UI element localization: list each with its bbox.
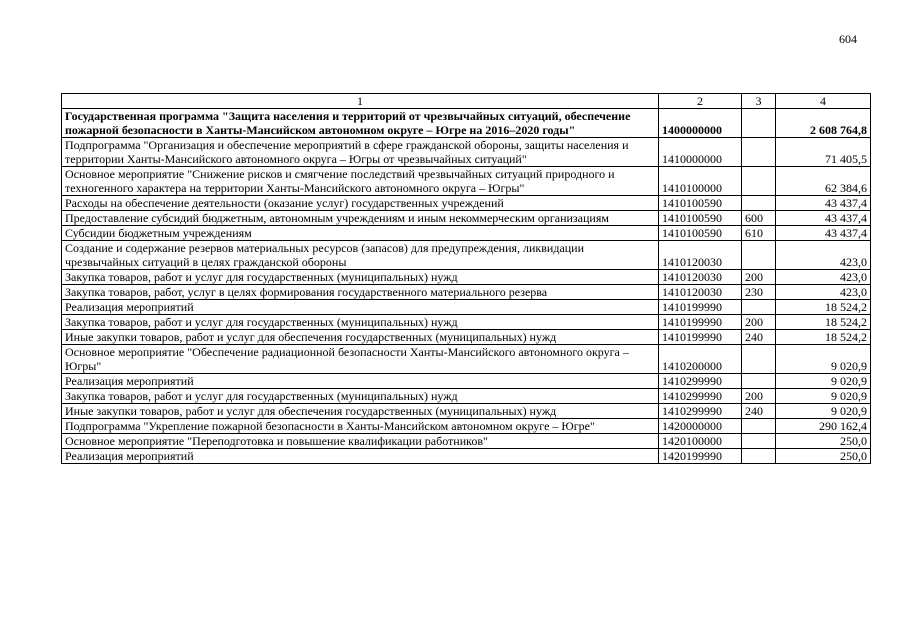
row-name-cell: Закупка товаров, работ и услуг для государственных (муниципальных) нужд (62, 315, 659, 330)
row-name-cell: Основное мероприятие "Обеспечение радиационной безопасности Ханты-Мансийского автономного округа – Югры" (62, 345, 659, 374)
row-name-cell: Подпрограмма "Укрепление пожарной безопасности в Ханты-Мансийском автономном округе – Югре" (62, 419, 659, 434)
row-expense-type-cell (742, 374, 776, 389)
row-name-cell: Иные закупки товаров, работ и услуг для обеспечения государственных (муниципальных) нужд (62, 330, 659, 345)
row-amount-cell: 9 020,9 (776, 389, 871, 404)
row-expense-type-cell (742, 345, 776, 374)
row-amount-cell: 43 437,4 (776, 196, 871, 211)
row-code-cell: 1420199990 (659, 449, 742, 464)
row-expense-type-cell: 200 (742, 270, 776, 285)
row-expense-type-cell: 600 (742, 211, 776, 226)
row-amount-cell: 71 405,5 (776, 138, 871, 167)
row-name-cell: Подпрограмма "Организация и обеспечение мероприятий в сфере гражданской обороны, защиты населения и территории Ханты-Мансийского автономного округа – Югры от чрезвычайных ситуаций" (62, 138, 659, 167)
row-name-cell: Закупка товаров, работ и услуг для государственных (муниципальных) нужд (62, 389, 659, 404)
row-code-cell: 1420100000 (659, 434, 742, 449)
page-number: 604 (839, 32, 857, 46)
table-row (62, 167, 871, 196)
row-code-cell: 1400000000 (659, 109, 742, 138)
row-amount-cell: 9 020,9 (776, 404, 871, 419)
row-expense-type-cell (742, 434, 776, 449)
row-code-cell: 1410199990 (659, 300, 742, 315)
row-expense-type-cell (742, 419, 776, 434)
row-name-cell: Субсидии бюджетным учреждениям (62, 226, 659, 241)
row-name-cell: Расходы на обеспечение деятельности (оказание услуг) государственных учреждений (62, 196, 659, 211)
table-row (62, 389, 871, 404)
table-row (62, 300, 871, 315)
row-code-cell: 1410120030 (659, 241, 742, 270)
table-row (62, 449, 871, 464)
row-amount-cell: 423,0 (776, 285, 871, 300)
row-amount-cell: 250,0 (776, 434, 871, 449)
row-amount-cell: 18 524,2 (776, 300, 871, 315)
table-row (62, 109, 871, 138)
row-name-cell: Закупка товаров, работ и услуг для государственных (муниципальных) нужд (62, 270, 659, 285)
table-row (62, 419, 871, 434)
table-row (62, 211, 871, 226)
table-row (62, 345, 871, 374)
row-name-cell: Закупка товаров, работ, услуг в целях формирования государственного материального резерва (62, 285, 659, 300)
column-header-1: 1 (62, 94, 659, 109)
row-amount-cell: 423,0 (776, 241, 871, 270)
row-amount-cell: 62 384,6 (776, 167, 871, 196)
table-row (62, 315, 871, 330)
row-code-cell: 1410200000 (659, 345, 742, 374)
row-amount-cell: 2 608 764,8 (776, 109, 871, 138)
row-expense-type-cell (742, 167, 776, 196)
row-code-cell: 1410100590 (659, 211, 742, 226)
row-code-cell: 1410199990 (659, 315, 742, 330)
row-expense-type-cell (742, 196, 776, 211)
row-expense-type-cell (742, 449, 776, 464)
row-code-cell: 1410299990 (659, 404, 742, 419)
row-expense-type-cell: 240 (742, 330, 776, 345)
row-expense-type-cell (742, 241, 776, 270)
row-code-cell: 1410000000 (659, 138, 742, 167)
table-row (62, 374, 871, 389)
row-amount-cell: 290 162,4 (776, 419, 871, 434)
table-row (62, 138, 871, 167)
table-header-row (62, 94, 871, 109)
budget-table (61, 93, 871, 464)
table-row (62, 270, 871, 285)
row-code-cell: 1410120030 (659, 270, 742, 285)
row-name-cell: Иные закупки товаров, работ и услуг для обеспечения государственных (муниципальных) нужд (62, 404, 659, 419)
row-expense-type-cell (742, 300, 776, 315)
row-expense-type-cell: 230 (742, 285, 776, 300)
row-code-cell: 1410120030 (659, 285, 742, 300)
row-amount-cell: 9 020,9 (776, 374, 871, 389)
row-expense-type-cell: 200 (742, 389, 776, 404)
table-row (62, 241, 871, 270)
row-code-cell: 1420000000 (659, 419, 742, 434)
row-expense-type-cell (742, 138, 776, 167)
table-row (62, 196, 871, 211)
row-amount-cell: 9 020,9 (776, 345, 871, 374)
row-amount-cell: 43 437,4 (776, 211, 871, 226)
column-header-2: 2 (659, 94, 742, 109)
row-code-cell: 1410100000 (659, 167, 742, 196)
row-name-cell: Реализация мероприятий (62, 449, 659, 464)
row-code-cell: 1410299990 (659, 374, 742, 389)
row-name-cell: Основное мероприятие "Снижение рисков и смягчение последствий чрезвычайных ситуаций природного и техногенного характера на территории Ханты-Мансийского автономного округа – Югры" (62, 167, 659, 196)
table-row (62, 285, 871, 300)
row-amount-cell: 43 437,4 (776, 226, 871, 241)
row-expense-type-cell: 240 (742, 404, 776, 419)
row-code-cell: 1410199990 (659, 330, 742, 345)
table-row (62, 434, 871, 449)
row-expense-type-cell: 610 (742, 226, 776, 241)
row-name-cell: Реализация мероприятий (62, 300, 659, 315)
row-amount-cell: 250,0 (776, 449, 871, 464)
row-amount-cell: 18 524,2 (776, 315, 871, 330)
row-code-cell: 1410299990 (659, 389, 742, 404)
table-row (62, 226, 871, 241)
row-code-cell: 1410100590 (659, 226, 742, 241)
column-header-4: 4 (776, 94, 871, 109)
row-expense-type-cell: 200 (742, 315, 776, 330)
row-code-cell: 1410100590 (659, 196, 742, 211)
row-name-cell: Реализация мероприятий (62, 374, 659, 389)
row-name-cell: Предоставление субсидий бюджетным, автономным учреждениям и иным некоммерческим организациям (62, 211, 659, 226)
table-row (62, 404, 871, 419)
row-name-cell: Создание и содержание резервов материальных ресурсов (запасов) для предупреждения, ликвидации чрезвычайных ситуаций в целях гражданской обороны (62, 241, 659, 270)
row-amount-cell: 423,0 (776, 270, 871, 285)
row-amount-cell: 18 524,2 (776, 330, 871, 345)
table-row (62, 330, 871, 345)
column-header-3: 3 (742, 94, 776, 109)
row-name-cell: Основное мероприятие "Переподготовка и повышение квалификации работников" (62, 434, 659, 449)
row-name-cell: Государственная программа "Защита населения и территорий от чрезвычайных ситуаций, обеспечение пожарной безопасности в Ханты-Мансийском автономном округе – Югре на 2016–2020 годы" (62, 109, 659, 138)
row-expense-type-cell (742, 109, 776, 138)
